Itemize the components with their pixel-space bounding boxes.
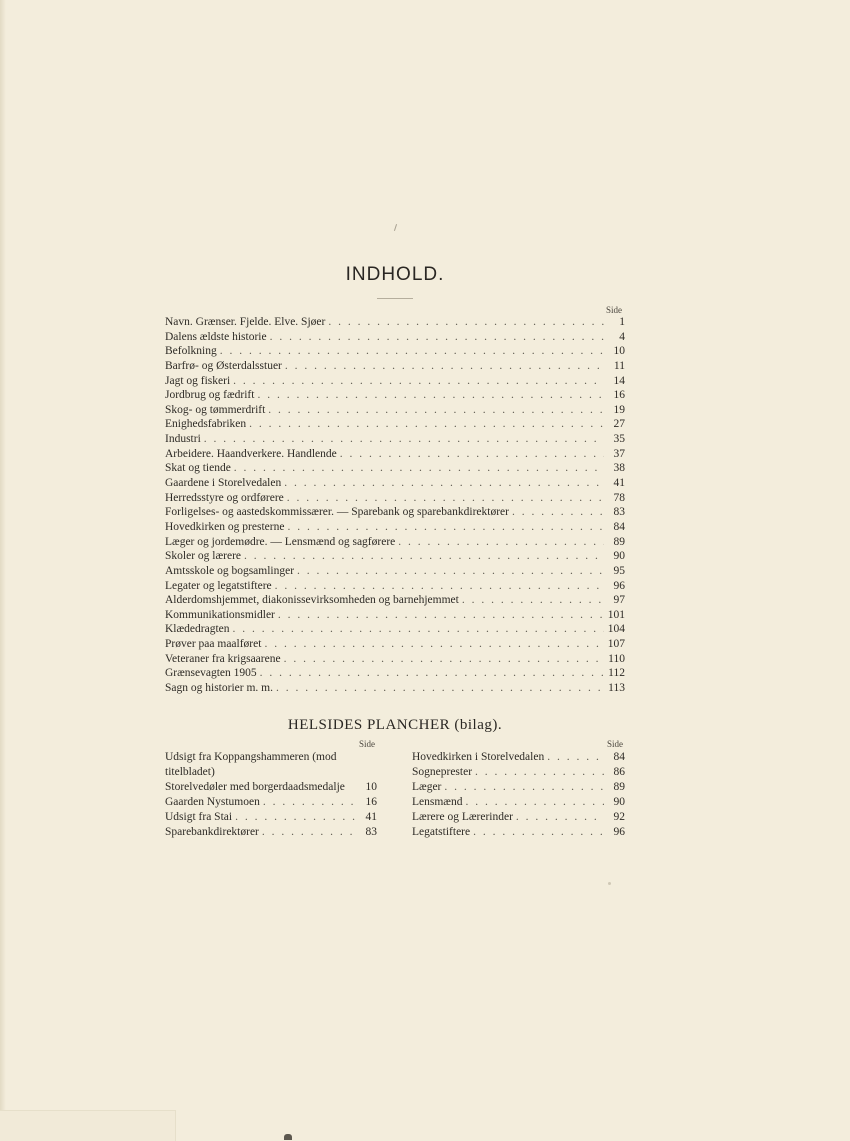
- toc-entry: [165, 476, 625, 491]
- page-number: 84: [613, 751, 625, 763]
- dot-leader: [398, 535, 604, 550]
- page-number: 107: [607, 638, 625, 651]
- toc-entry: [165, 765, 377, 780]
- dot-leader: [340, 447, 604, 462]
- toc-entry: [165, 491, 625, 506]
- dot-leader: [297, 564, 604, 579]
- toc-entry: [165, 315, 625, 330]
- page-number: 90: [613, 550, 625, 563]
- toc-entry: [165, 810, 377, 825]
- toc-entry: [165, 374, 625, 389]
- entry-title: Gaarden Nystumoen: [165, 796, 260, 809]
- title-rule: [377, 298, 413, 299]
- toc-entry: [165, 388, 625, 403]
- toc-entry: [165, 681, 625, 696]
- entry-title: Udsigt fra Stai: [165, 811, 233, 824]
- entry-title: Amtsskole og bogsamlinger: [165, 564, 295, 577]
- entry-title: Veteraner fra krigsaarene: [165, 652, 281, 665]
- page-number: 83: [613, 506, 625, 519]
- toc-entry: [165, 795, 377, 810]
- toc-entry: [165, 520, 625, 535]
- page-number: 97: [613, 594, 625, 607]
- dot-leader: [233, 622, 604, 637]
- dot-leader: [516, 810, 604, 825]
- toc-entry: [412, 750, 625, 765]
- entry-title: Navn. Grænser. Fjelde. Elve. Sjøer: [165, 316, 326, 328]
- dot-leader: [278, 608, 604, 623]
- page-number: 92: [613, 811, 625, 824]
- page-number: 101: [607, 608, 625, 621]
- dot-leader: [287, 520, 604, 535]
- entry-title: Skoler og lærere: [165, 550, 242, 563]
- page-number: 84: [613, 520, 625, 533]
- page-number: 112: [608, 667, 625, 680]
- dot-leader: [264, 637, 604, 652]
- entry-title: Herredsstyre og ordførere: [165, 491, 284, 504]
- page-number: 90: [613, 796, 625, 809]
- dot-leader: [263, 795, 356, 810]
- page-number: 37: [613, 447, 625, 460]
- dot-leader: [204, 432, 604, 447]
- dot-leader: [234, 461, 604, 476]
- entry-title: Industri: [165, 433, 201, 446]
- toc-entry: [412, 810, 625, 825]
- dot-leader: [473, 825, 604, 840]
- toc-entry: [165, 403, 625, 418]
- dot-leader: [462, 593, 604, 608]
- entry-title: Læger: [412, 781, 442, 794]
- toc-entry: [165, 825, 377, 840]
- page-number: 35: [613, 433, 625, 446]
- page-number: 89: [613, 535, 625, 548]
- page-number: 16: [613, 389, 625, 402]
- entry-title: Legater og legatstiftere: [165, 579, 272, 592]
- plates-list-right: [412, 750, 625, 841]
- plates-title: HELSIDES PLANCHER (bilag).: [287, 717, 503, 733]
- dot-leader: [444, 780, 604, 795]
- toc-entry: [165, 535, 625, 550]
- page-number: 4: [619, 330, 625, 343]
- entry-title: Lærere og Lærerinder: [412, 811, 513, 824]
- paper-speck: [608, 882, 611, 885]
- toc-entry: [165, 750, 377, 765]
- toc-entry: [165, 652, 625, 667]
- toc-entry: [165, 637, 625, 652]
- toc-entry: [165, 447, 625, 462]
- entry-title: Arbeidere. Haandverkere. Handlende: [165, 447, 337, 460]
- entry-title: Gaardene i Storelvedalen: [165, 477, 282, 490]
- dot-leader: [275, 579, 604, 594]
- page-number: 19: [613, 403, 625, 416]
- entry-title: Alderdomshjemmet, diakonissevirksomheden og barnehjemmet: [165, 594, 459, 607]
- dot-leader: [512, 505, 604, 520]
- page-number: 11: [613, 359, 625, 372]
- page-title: INDHOLD.: [345, 264, 445, 285]
- page-number: 96: [613, 826, 625, 839]
- entry-title: Barfrø- og Østerdalsstuer: [165, 359, 282, 372]
- page-number: 1: [619, 316, 625, 328]
- entry-title: Prøver paa maalføret: [165, 638, 262, 651]
- toc-entry: [412, 825, 625, 840]
- toc-entry: [165, 780, 377, 795]
- page-number: 86: [613, 766, 625, 779]
- page-number: 104: [607, 623, 625, 636]
- toc-entry: [412, 765, 625, 780]
- entry-title: Legatstiftere: [412, 826, 471, 839]
- toc-entry: [412, 795, 625, 810]
- entry-title: Kommunikationsmidler: [165, 608, 275, 621]
- page-number: 96: [613, 579, 625, 592]
- entry-title: Storelvedøler med borgerdaadsmedalje: [165, 781, 345, 794]
- entry-title: Grænsevagten 1905: [165, 667, 257, 680]
- toc-entry: [165, 330, 625, 345]
- toc-entry: [165, 549, 625, 564]
- dot-leader: [268, 403, 604, 418]
- dot-leader: [257, 388, 604, 403]
- dot-leader: [235, 810, 356, 825]
- toc-entry: [165, 579, 625, 594]
- dot-leader: [249, 417, 604, 432]
- toc-entry: [165, 593, 625, 608]
- dot-leader: [220, 344, 604, 359]
- entry-title: Lensmænd: [412, 796, 463, 809]
- page-number: 38: [613, 462, 625, 475]
- page-number: 113: [608, 682, 625, 695]
- entry-title: Hovedkirken i Storelvedalen: [412, 751, 545, 763]
- dot-leader: [270, 330, 604, 345]
- plates-list-left: [165, 750, 377, 841]
- entry-title: Dalens ældste historie: [165, 330, 267, 343]
- entry-title: Jagt og fiskeri: [165, 374, 231, 387]
- dot-leader: [287, 491, 604, 506]
- toc-entry: [165, 432, 625, 447]
- entry-title: Klædedragten: [165, 623, 230, 636]
- toc-entry: [165, 666, 625, 681]
- page-number: 14: [613, 374, 625, 387]
- dot-leader: [284, 652, 604, 667]
- page-number: 27: [613, 418, 625, 431]
- entry-title: Forligelses- og aastedskommissærer. — Sparebank og sparebankdirektører: [165, 506, 509, 519]
- pencil-mark: [394, 224, 397, 231]
- entry-title: Befolkning: [165, 345, 217, 358]
- toc-entry: [165, 564, 625, 579]
- entry-title: Jordbrug og fædrift: [165, 389, 255, 402]
- dot-leader: [284, 476, 604, 491]
- dot-leader: [547, 750, 604, 765]
- toc-entry: [165, 505, 625, 520]
- page-number: 10: [365, 781, 377, 794]
- entry-title: Sogneprester: [412, 766, 473, 779]
- entry-title: Skat og tiende: [165, 462, 231, 475]
- toc-entry: [412, 780, 625, 795]
- page-tab-edge: [0, 1110, 176, 1141]
- page-number: 78: [613, 491, 625, 504]
- entry-title: Hovedkirken og presterne: [165, 520, 285, 533]
- entry-title: Sparebankdirektører: [165, 826, 259, 839]
- toc-entry: [165, 622, 625, 637]
- dot-leader: [328, 315, 604, 330]
- toc-entry: [165, 608, 625, 623]
- page-number: 41: [365, 811, 377, 824]
- page-edge: [0, 0, 6, 1141]
- entry-title: Udsigt fra Koppangshammeren (mod: [165, 751, 337, 763]
- dot-leader: [233, 374, 604, 389]
- toc-entry: [165, 461, 625, 476]
- dot-leader: [475, 765, 604, 780]
- page-number: 16: [365, 796, 377, 809]
- entry-title: Skog- og tømmerdrift: [165, 403, 266, 416]
- entry-title: Enighedsfabriken: [165, 418, 247, 431]
- entry-title: Sagn og historier m. m.: [165, 682, 273, 695]
- entry-title: Læger og jordemødre. — Lensmænd og sagførere: [165, 535, 396, 548]
- toc-column-label: Side: [606, 305, 623, 315]
- ink-blot: [284, 1134, 292, 1140]
- page-number: 10: [613, 345, 625, 358]
- table-of-contents: [165, 315, 625, 696]
- toc-entry: [165, 359, 625, 374]
- entry-title: titelbladet): [165, 766, 215, 779]
- dot-leader: [285, 359, 604, 374]
- dot-leader: [260, 666, 604, 681]
- page-number: 89: [613, 781, 625, 794]
- dot-leader: [276, 681, 604, 696]
- toc-entry: [165, 417, 625, 432]
- dot-leader: [262, 825, 356, 840]
- toc-entry: [165, 344, 625, 359]
- plates-right-column-label: Side: [607, 739, 624, 749]
- page-number: 83: [365, 826, 377, 839]
- page-number: 95: [613, 564, 625, 577]
- plates-left-column-label: Side: [359, 739, 376, 749]
- dot-leader: [465, 795, 604, 810]
- page-number: 41: [613, 477, 625, 490]
- dot-leader: [244, 549, 604, 564]
- page-number: 110: [608, 652, 625, 665]
